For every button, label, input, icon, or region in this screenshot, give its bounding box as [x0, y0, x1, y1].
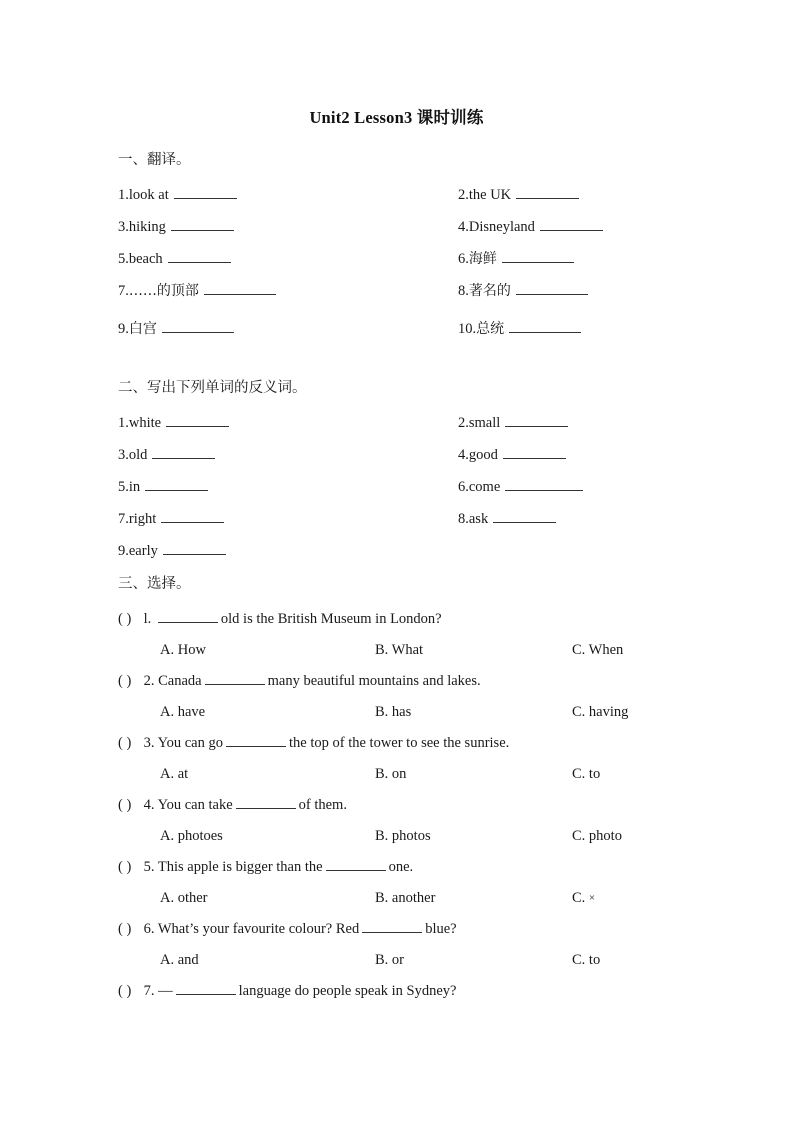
exercise-item [458, 185, 579, 205]
item-number: 9. [118, 321, 129, 337]
question-text-after: of them. [298, 797, 347, 813]
page-title: Unit2 Lesson3 课时训练 [309, 108, 484, 127]
option-c[interactable]: C. to [572, 952, 601, 968]
item-prompt: beach [128, 251, 163, 267]
exercise-item [118, 185, 237, 205]
question-number: 3. [140, 735, 158, 751]
answer-blank[interactable] [540, 217, 603, 231]
exercise-item [458, 509, 556, 529]
question-text-before: Canada [158, 673, 202, 689]
answer-blank[interactable] [145, 477, 208, 491]
item-prompt: ……的顶部 [128, 283, 199, 299]
exercise-item [458, 413, 568, 433]
question-options [0, 640, 793, 671]
answer-blank[interactable] [505, 413, 568, 427]
exercise-item [118, 217, 234, 237]
question-stem [118, 795, 793, 826]
item-prompt: good [468, 447, 498, 463]
question-options [0, 702, 793, 733]
item-number: 5. [118, 251, 129, 267]
item-number: 1. [118, 415, 129, 431]
exercise-row [0, 185, 793, 217]
option-c[interactable]: C. photo [572, 828, 622, 844]
question-text-before: What’s your favourite colour? Red [157, 921, 360, 937]
exercise-row [0, 217, 793, 249]
question-options [0, 888, 793, 919]
answer-blank[interactable] [516, 281, 588, 295]
item-prompt: right [128, 511, 157, 527]
exercise-row [0, 319, 793, 357]
item-number: 4. [458, 447, 469, 463]
question-blank[interactable] [205, 671, 265, 685]
option-c[interactable]: C. having [572, 704, 629, 720]
exercise-row [0, 477, 793, 509]
antonym-exercise-list [0, 413, 793, 573]
exercise-row [0, 509, 793, 541]
question-stem [118, 919, 793, 950]
exercise-item [118, 509, 224, 529]
answer-blank[interactable] [516, 185, 579, 199]
question-blank[interactable] [226, 733, 286, 747]
answer-bracket[interactable]: ( ) [118, 797, 132, 813]
answer-bracket[interactable]: ( ) [118, 983, 132, 999]
question-number: 4. [140, 797, 158, 813]
exercise-row [0, 281, 793, 319]
question-number: l. [140, 611, 155, 627]
option-a[interactable]: A. at [160, 766, 189, 782]
answer-blank[interactable] [502, 249, 574, 263]
exercise-item [118, 281, 276, 301]
item-number: 2. [458, 415, 469, 431]
question-options [0, 764, 793, 795]
item-prompt: 著名的 [468, 283, 511, 299]
answer-blank[interactable] [171, 217, 234, 231]
item-number: 8. [458, 283, 469, 299]
item-prompt: Disneyland [468, 219, 535, 235]
option-a[interactable]: A. have [160, 704, 206, 720]
answer-blank[interactable] [204, 281, 276, 295]
option-c[interactable]: C. × [572, 890, 596, 906]
question-options [0, 950, 793, 981]
exercise-item [458, 217, 603, 237]
question-blank[interactable] [176, 981, 236, 995]
exercise-row [0, 413, 793, 445]
question-text-after: the top of the tower to see the sunrise. [289, 735, 510, 751]
question-stem [118, 857, 793, 888]
question-blank[interactable] [326, 857, 386, 871]
exercise-item [118, 249, 231, 269]
question-text-after: language do people speak in Sydney? [238, 983, 457, 999]
item-number: 1. [118, 187, 129, 203]
item-prompt: ask [468, 511, 489, 527]
exercise-row [0, 445, 793, 477]
item-number: 9. [118, 543, 129, 559]
answer-blank[interactable] [161, 509, 224, 523]
question-number: 6. [140, 921, 158, 937]
multiple-choice-question [0, 919, 793, 981]
question-text-before: — [158, 983, 173, 999]
exercise-item [118, 477, 208, 497]
option-b[interactable]: B. What [375, 642, 424, 658]
question-blank[interactable] [362, 919, 422, 933]
exercise-item [458, 281, 588, 301]
section-heading-choice: 三、选择。 [118, 576, 191, 592]
option-a[interactable]: A. How [160, 642, 206, 658]
section-heading-translate: 一、翻译。 [118, 152, 191, 168]
item-prompt: 海鲜 [468, 251, 497, 267]
option-a[interactable]: A. other [160, 890, 208, 906]
item-prompt: 总统 [476, 321, 505, 337]
translate-exercise-list [0, 185, 793, 357]
item-prompt: small [468, 415, 501, 431]
exercise-item [458, 249, 574, 269]
item-number: 8. [458, 511, 469, 527]
option-b[interactable]: B. has [375, 704, 412, 720]
multiple-choice-question [0, 981, 793, 1012]
item-number: 3. [118, 219, 129, 235]
question-text-after: many beautiful mountains and lakes. [267, 673, 481, 689]
question-stem [118, 733, 793, 764]
question-stem [118, 671, 793, 702]
exercise-item [458, 477, 583, 497]
answer-blank[interactable] [505, 477, 583, 491]
question-text-after: blue? [425, 921, 457, 937]
exercise-row [0, 541, 793, 573]
answer-blank[interactable] [168, 249, 231, 263]
exercise-item [118, 445, 215, 465]
answer-blank[interactable] [174, 185, 237, 199]
question-number: 7. [140, 983, 159, 999]
answer-bracket[interactable]: ( ) [118, 859, 132, 875]
exercise-item [458, 445, 566, 465]
times-icon: × [588, 892, 596, 904]
multiple-choice-question [0, 609, 793, 671]
item-prompt: the UK [468, 187, 512, 203]
item-number: 3. [118, 447, 129, 463]
question-stem [118, 609, 793, 640]
answer-bracket[interactable]: ( ) [118, 735, 132, 751]
option-b[interactable]: B. on [375, 766, 407, 782]
question-blank[interactable] [236, 795, 296, 809]
option-b[interactable]: B. or [375, 952, 404, 968]
question-text-after: old is the British Museum in London? [220, 611, 442, 627]
question-number: 5. [140, 859, 158, 875]
answer-blank[interactable] [493, 509, 556, 523]
question-blank[interactable] [158, 609, 218, 623]
item-number: 10. [458, 321, 477, 337]
question-options [0, 826, 793, 857]
question-number: 2. [140, 673, 159, 689]
answer-blank[interactable] [166, 413, 229, 427]
exercise-item [118, 541, 226, 561]
multiple-choice-question [0, 733, 793, 795]
item-prompt: hiking [128, 219, 166, 235]
option-a[interactable]: A. photoes [160, 828, 223, 844]
exercise-item [118, 413, 229, 433]
option-c[interactable]: C. to [572, 766, 601, 782]
question-text-after: one. [388, 859, 414, 875]
item-number: 6. [458, 479, 469, 495]
option-a[interactable]: A. and [160, 952, 199, 968]
question-stem [118, 981, 793, 1012]
item-number: 5. [118, 479, 129, 495]
item-number: 2. [458, 187, 469, 203]
item-number: 7. [118, 283, 129, 299]
item-prompt: come [468, 479, 501, 495]
exercise-item [118, 319, 234, 339]
question-text-before: You can go [157, 735, 223, 751]
item-prompt: white [128, 415, 162, 431]
answer-bracket[interactable]: ( ) [118, 611, 132, 627]
item-prompt: in [128, 479, 141, 495]
multiple-choice-question [0, 795, 793, 857]
item-prompt: look at [128, 187, 169, 203]
answer-bracket[interactable]: ( ) [118, 921, 132, 937]
item-prompt: old [128, 447, 148, 463]
answer-blank[interactable] [503, 445, 566, 459]
option-c[interactable]: C. When [572, 642, 624, 658]
exercise-item [458, 319, 581, 339]
multiple-choice-list [0, 609, 793, 1012]
multiple-choice-question [0, 857, 793, 919]
multiple-choice-question [0, 671, 793, 733]
option-b[interactable]: B. photos [375, 828, 431, 844]
question-text-before: This apple is bigger than the [157, 859, 323, 875]
answer-blank[interactable] [162, 319, 234, 333]
item-prompt: 白宫 [128, 321, 157, 337]
option-b[interactable]: B. another [375, 890, 436, 906]
answer-bracket[interactable]: ( ) [118, 673, 132, 689]
section-heading-antonyms: 二、写出下列单词的反义词。 [118, 380, 307, 396]
question-text-before: You can take [157, 797, 233, 813]
answer-blank[interactable] [509, 319, 581, 333]
answer-blank[interactable] [152, 445, 215, 459]
answer-blank[interactable] [163, 541, 226, 555]
item-number: 4. [458, 219, 469, 235]
exercise-row [0, 249, 793, 281]
item-number: 7. [118, 511, 129, 527]
item-prompt: early [128, 543, 158, 559]
item-number: 6. [458, 251, 469, 267]
